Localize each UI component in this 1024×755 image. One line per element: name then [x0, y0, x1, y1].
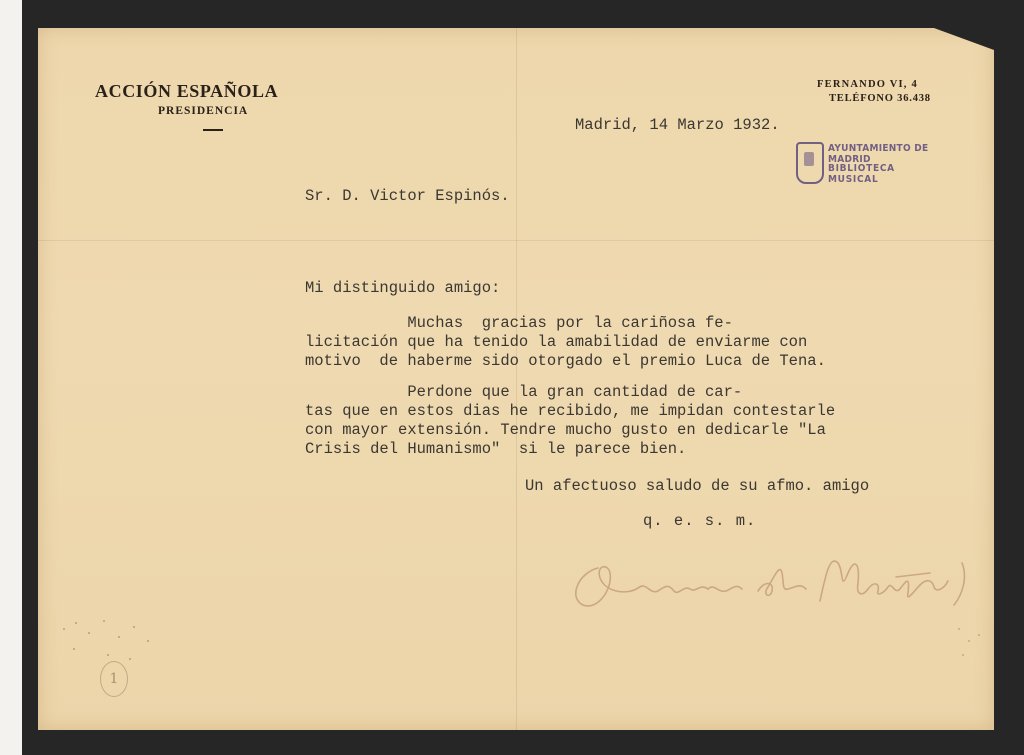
handwritten-signature	[558, 533, 978, 623]
archive-border-strip	[0, 0, 22, 755]
letter-abbreviation: q. e. s. m.	[643, 512, 757, 530]
stamp-line-1: AYUNTAMIENTO DE MADRID	[828, 143, 929, 165]
letter-closing: Un afectuoso saludo de su afmo. amigo	[525, 477, 870, 495]
letter-recipient: Sr. D. Victor Espinós.	[305, 187, 510, 205]
letter-date: Madrid, 14 Marzo 1932.	[575, 116, 780, 134]
letter-paragraph-1: Muchas gracias por la cariñosa fe- licitación que ha tenido la amabilidad de enviarme con motivo de haberme sido otorgado el premio Luca de Tena.	[305, 314, 826, 370]
stamp-line-2: BIBLIOTECA MUSICAL	[828, 163, 895, 185]
letter-salutation: Mi distinguido amigo:	[305, 279, 501, 297]
horizontal-fold-crease	[38, 240, 994, 241]
letterhead-phone: TELÉFONO 36.438	[829, 93, 931, 104]
library-stamp	[796, 140, 956, 184]
letterhead-divider	[203, 129, 223, 131]
letterhead-address: FERNANDO VI, 4	[817, 79, 918, 90]
letter-sheet	[38, 28, 994, 730]
letterhead-organization: ACCIÓN ESPAÑOLA	[95, 81, 279, 101]
letterhead-department: PRESIDENCIA	[158, 105, 249, 117]
folio-number: 1	[100, 661, 128, 697]
letter-paragraph-2: Perdone que la gran cantidad de car- tas que en estos dias he recibido, me impidan contestarle con mayor extensión. Tendre mucho gusto en dedicarle "La Crisis del Humanismo" si le parece bien.	[305, 383, 836, 458]
torn-corner	[934, 28, 994, 50]
vertical-fold-crease	[516, 28, 517, 730]
coat-of-arms-icon	[796, 142, 824, 184]
signature-drawing	[558, 533, 978, 623]
